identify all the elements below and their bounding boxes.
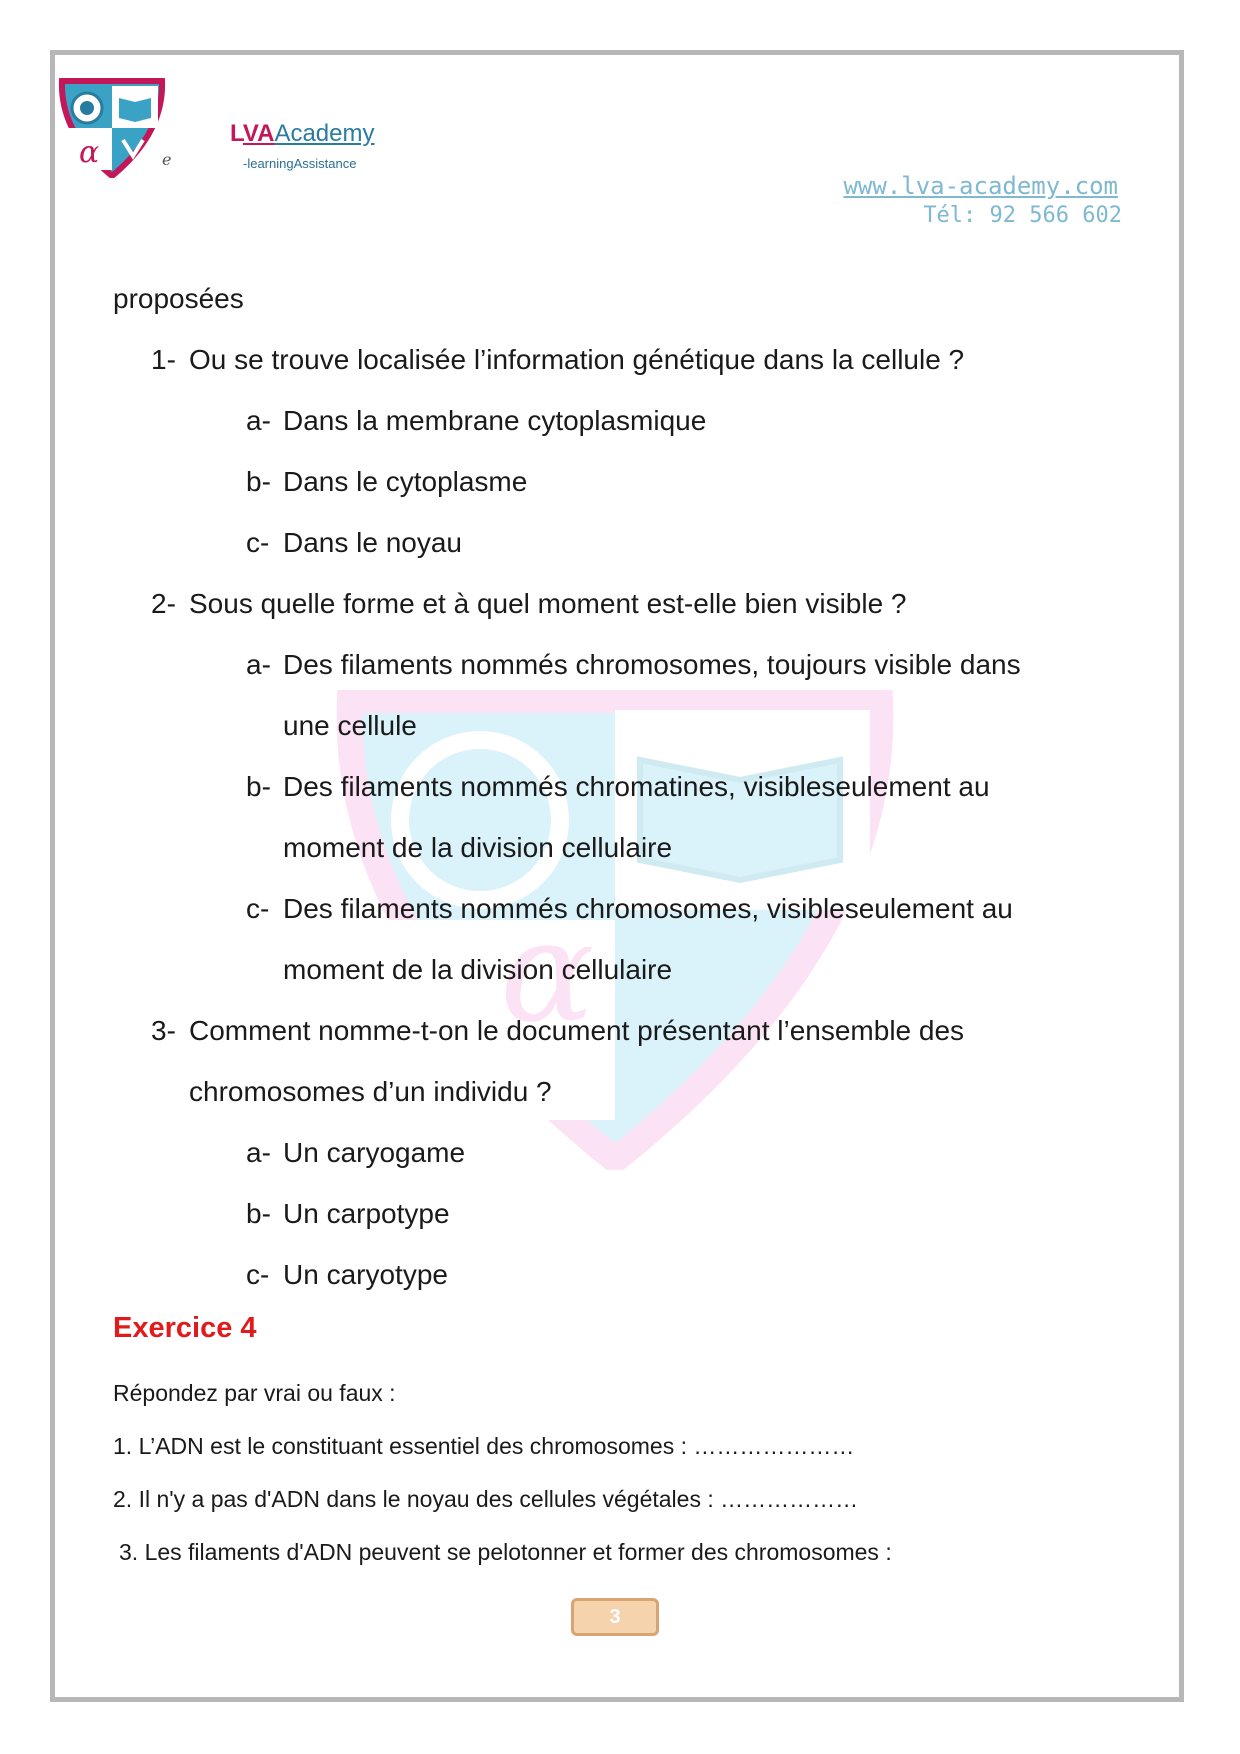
option-letter: b- bbox=[246, 771, 271, 802]
website-link[interactable]: www.lva-academy.com bbox=[843, 172, 1118, 200]
page-number: 3 bbox=[571, 1598, 659, 1636]
exercise-instruction: Répondez par vrai ou faux : bbox=[113, 1380, 396, 1406]
option-2a-cont: une cellule bbox=[283, 710, 417, 741]
question-text: Ou se trouve localisée l’information génétique dans la cellule ? bbox=[189, 344, 965, 375]
option-text: Dans le noyau bbox=[283, 527, 463, 558]
exercise-title: Exercice 4 bbox=[113, 1312, 257, 1344]
option-2b-cont: moment de la division cellulaire bbox=[283, 832, 673, 863]
option-3b bbox=[246, 1198, 450, 1230]
true-false-item-3: 3. Les filaments d'ADN peuvent se pelotonner et former des chromosomes : bbox=[119, 1539, 892, 1565]
brand-tagline: -learningAssistance bbox=[243, 156, 357, 171]
svg-text:α: α bbox=[79, 135, 100, 170]
option-1c bbox=[246, 527, 462, 559]
option-3a bbox=[246, 1137, 465, 1169]
option-text: Un caryotype bbox=[283, 1259, 448, 1290]
option-letter: c- bbox=[246, 527, 270, 558]
question-2 bbox=[151, 588, 907, 620]
true-false-item-2: 2. Il n'y a pas d'ADN dans le noyau des cellules végétales : ……………… bbox=[113, 1486, 859, 1512]
phone-number: Tél: 92 566 602 bbox=[923, 203, 1122, 228]
true-false-item-1: 1. L’ADN est le constituant essentiel des chromosomes : ………………… bbox=[113, 1433, 855, 1459]
option-letter: c- bbox=[246, 893, 270, 924]
brand-lva-va: VA bbox=[242, 120, 275, 147]
option-1a bbox=[246, 405, 706, 437]
logo-letter: e bbox=[162, 150, 172, 169]
question-text: Sous quelle forme et à quel moment est-elle bien visible ? bbox=[189, 588, 907, 619]
brand-name bbox=[230, 120, 375, 148]
brand-lva-l: L bbox=[230, 120, 243, 147]
option-text: Dans le cytoplasme bbox=[283, 466, 528, 497]
academy-logo bbox=[57, 78, 167, 178]
option-letter: a- bbox=[246, 649, 271, 680]
option-letter: c- bbox=[246, 1259, 270, 1290]
option-letter: a- bbox=[246, 405, 271, 436]
option-letter: b- bbox=[246, 1198, 271, 1229]
option-text: Un carpotype bbox=[283, 1198, 450, 1229]
option-3c bbox=[246, 1259, 448, 1291]
option-1b bbox=[246, 466, 527, 498]
option-text: Des filaments nommés chromosomes, toujours visible dans bbox=[283, 649, 1021, 680]
question-3 bbox=[151, 1015, 964, 1047]
option-letter: b- bbox=[246, 466, 271, 497]
svg-text:α: α bbox=[500, 891, 595, 1054]
option-text: Un caryogame bbox=[283, 1137, 466, 1168]
option-text: Dans la membrane cytoplasmique bbox=[283, 405, 707, 436]
question-1 bbox=[151, 344, 964, 376]
question-number: 3- bbox=[151, 1015, 176, 1046]
option-2c-cont: moment de la division cellulaire bbox=[283, 954, 673, 985]
intro-text: proposées bbox=[113, 283, 244, 314]
question-3-cont: chromosomes d’un individu ? bbox=[189, 1076, 552, 1107]
option-letter: a- bbox=[246, 1137, 271, 1168]
question-text: Comment nomme-t-on le document présentant l’ensemble des bbox=[189, 1015, 965, 1046]
option-2c bbox=[246, 893, 1013, 925]
question-number: 2- bbox=[151, 588, 176, 619]
option-text: Des filaments nommés chromatines, visibleseulement au bbox=[283, 771, 990, 802]
brand-academy: Academy bbox=[274, 120, 375, 147]
option-text: Des filaments nommés chromosomes, visibleseulement au bbox=[283, 893, 1013, 924]
option-2b bbox=[246, 771, 990, 803]
option-2a bbox=[246, 649, 1021, 681]
question-number: 1- bbox=[151, 344, 176, 375]
